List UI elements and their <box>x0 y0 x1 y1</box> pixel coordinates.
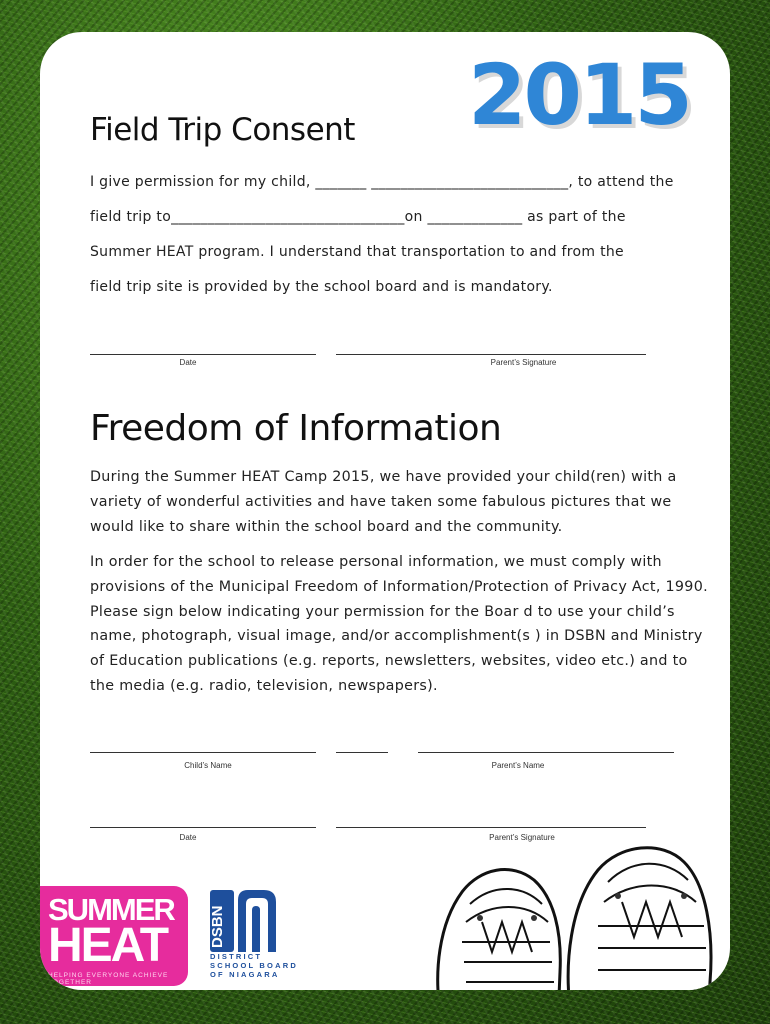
dsbn-line-1: DISTRICT <box>210 952 263 961</box>
dsbn-line-3: OF NIAGARA <box>210 970 280 979</box>
consent-line-1: I give permission for my child, _______ ___________________________, to attend the <box>90 174 674 190</box>
consent-form-card <box>40 32 730 990</box>
field-trip-title: Field Trip Consent <box>90 112 355 148</box>
consent-line-4: field trip site is provided by the school board and is mandatory. <box>90 279 553 295</box>
consent-line-2: field trip to________________________________on _____________ as part of the <box>90 209 626 225</box>
consent-date-label: Date <box>179 358 197 367</box>
year-badge: 2015 <box>468 46 690 144</box>
child-name-line[interactable] <box>90 752 316 753</box>
summer-heat-logo-summer: SUMMER <box>48 892 174 927</box>
sneakers-illustration-icon <box>422 822 730 990</box>
consent-signature-label: Parent’s Signature <box>490 358 557 367</box>
child-name-label: Child’s Name <box>184 761 232 770</box>
initial-line[interactable] <box>336 752 388 753</box>
consent-signature-line[interactable] <box>336 354 646 355</box>
foi-title: Freedom of Information <box>90 408 502 449</box>
dsbn-line-2: SCHOOL BOARD <box>210 961 298 970</box>
dsbn-name <box>210 952 298 979</box>
foi-date-label: Date <box>179 833 197 842</box>
summer-heat-logo-heat: HEAT <box>48 919 168 972</box>
foi-date-line[interactable] <box>90 827 316 828</box>
summer-heat-tagline: HELPING EVERYONE ACHIEVE TOGETHER <box>48 972 169 986</box>
foi-signature-label: Parent’s Signature <box>489 833 555 842</box>
dsbn-mark-text: DSBN <box>209 905 226 948</box>
consent-date-line[interactable] <box>90 354 316 355</box>
consent-line-3: Summer HEAT program. I understand that transportation to and from the <box>90 244 624 260</box>
summer-heat-logo <box>40 886 188 986</box>
foi-paragraph-2: In order for the school to release personal information, we must comply with provisions of the Municipal Freedom of Information/Protection of Privacy Act, 1990. Please sign below indicating your permission for the Boar d to use your child’s name, photograph, visual image, and/or accomplishment(s ) in DSBN and Ministry of Education publications (e.g. reports, newsletters, websites, video etc.) and to the media (e.g. radio, television, newspapers). <box>90 554 708 694</box>
parent-name-label: Parent’s Name <box>491 761 545 770</box>
parent-name-line[interactable] <box>418 752 674 753</box>
foi-paragraph-1: During the Summer HEAT Camp 2015, we have provided your child(ren) with a variety of wonderful activities and have taken some fabulous pictures that we would like to share within the school board and the community. <box>90 469 677 535</box>
